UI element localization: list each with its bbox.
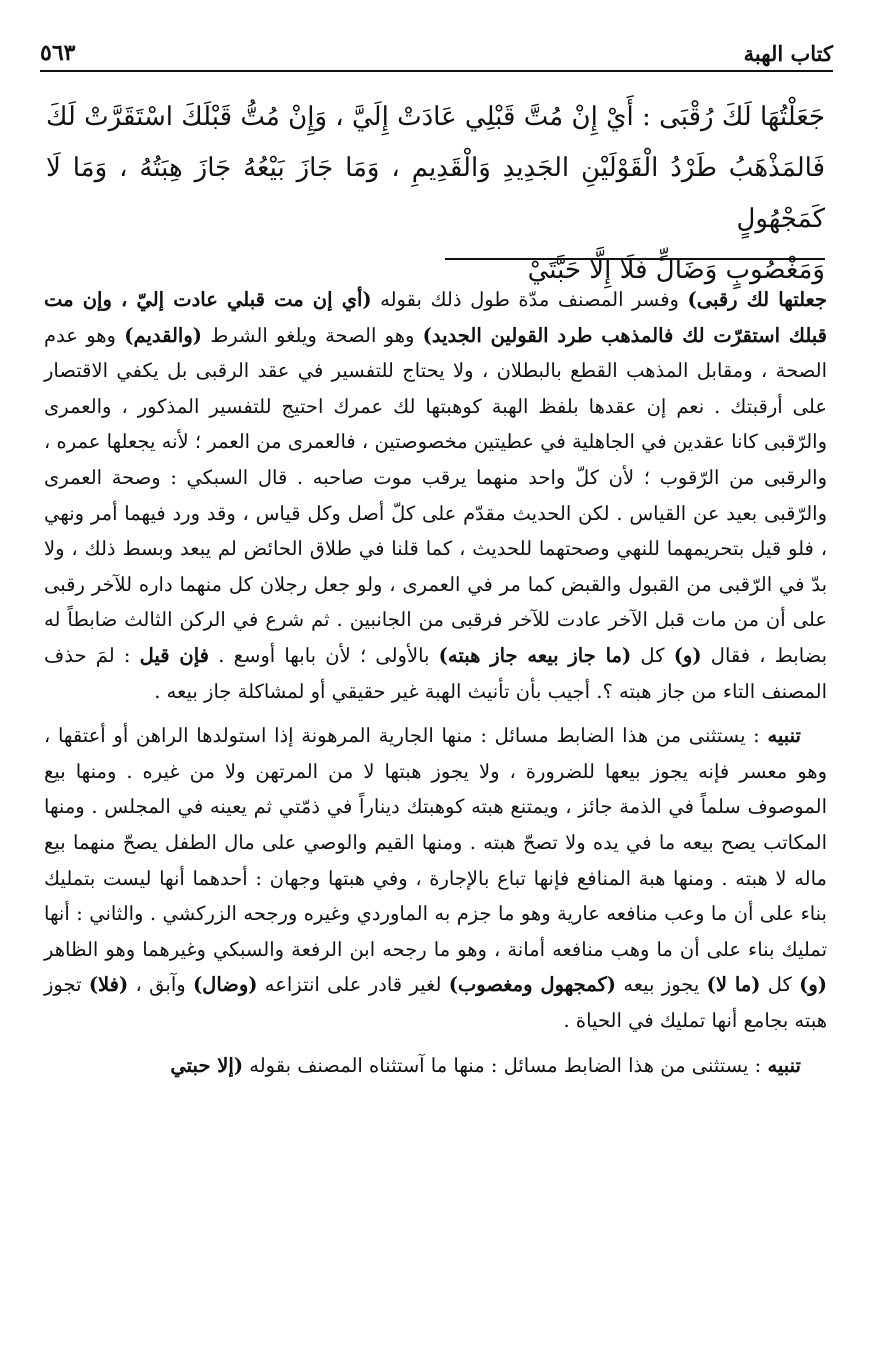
text-run: تجوز هبته بجامع أنها تمليك في الحياة . xyxy=(44,973,827,1032)
bold-run: (وضال) xyxy=(192,973,258,997)
text-run: كل xyxy=(760,973,800,997)
text-run: وفسر المصنف مدّة طول ذلك بقوله xyxy=(371,288,688,311)
bold-run: (ما لا) xyxy=(706,973,761,997)
bold-run: جعلتها لك رقبى) xyxy=(687,288,828,311)
text-run: : يستثنى من هذا الضابط مسائل : منها ما آستثناه المصنف بقوله xyxy=(243,1054,768,1078)
commentary-paragraph xyxy=(44,282,827,709)
separator-rule xyxy=(445,258,825,260)
text-run: وآبق ، xyxy=(128,973,193,997)
verse-text xyxy=(46,92,825,296)
commentary-text xyxy=(44,282,827,1084)
text-run: يجوز بيعه xyxy=(616,973,707,997)
verse-line: فَالمَذْهَبُ طَرْدُ الْقَوْلَيْنِ الجَدِيدِ وَالْقَدِيمِ ، وَمَا جَازَ بَيْعُهُ جَازَ هِبَتُهُ ، وَمَا لَا كَمَجْهُولٍ xyxy=(46,153,825,234)
text-run: : يستثنى من هذا الضابط مسائل : منها الجارية المرهونة إذا استولدها الراهن أو أعتقها ، وهو معسر فإنه يجوز بيعها للضرورة ، ولا يجوز هبتها لا من المرتهن ولا من غيره . ومنها بيع الموصوف سلماً في الذمة جائز ، ويمتنع هبته كوهبتك ديناراً في ذمّتي ثم يعينه في المجلس . ومنها المكاتب يصح بيعه ما في يده ولا تصحّ هبته . ومنها القيم والوصي على مال الطفل يصحّ منهما بيع ماله لا هبته . ومنها هبة المنافع فإنها تباع بالإجارة ، وفي هبتها وجهان : أحدهما أنها ليست بتمليك بناء على أن ما وعب منافعه عارية وهو ما جزم به الماوردي وغيره ورجحه الزركشي . والثاني : أنها تمليك بناء على أن ما وهب منافعه أمانة ، وهو ما رجحه ابن الرفعة والسبكي وغيرهما وهو الظاهر xyxy=(44,724,827,961)
page-number: ٥٦٣ xyxy=(40,40,76,66)
verse-line: وَمَغْصُوبٍ وَضَالٍّ فَلَا إِلَّا حَبَّتَيْ xyxy=(527,255,825,285)
bold-run: فإن قيل xyxy=(139,643,209,667)
commentary-paragraph xyxy=(44,1048,827,1084)
text-run: لغير قادر على انتزاعه xyxy=(257,973,449,997)
bold-run: (و) xyxy=(799,973,827,997)
page-header xyxy=(40,22,833,72)
text-run: بالأولى ؛ لأن بابها أوسع . xyxy=(208,643,439,667)
bold-run: (ما جاز بيعه جاز هبته) xyxy=(438,643,632,667)
bold-run: (والقديم) xyxy=(124,323,202,347)
text-run: كل xyxy=(631,643,674,667)
text-run: وهو الصحة ويلغو الشرط xyxy=(201,323,423,347)
bold-run: (إلا حبتي xyxy=(170,1054,244,1078)
text-run: : لمَ حذف المصنف التاء من جاز هبته ؟. أجيب بأن تأنيث الهبة غير حقيقي أو لمشاكلة جاز بيعه . xyxy=(44,643,827,703)
verse-line: جَعَلْتُهَا لَكَ رُقْبَى : أَيْ إِنْ مُتَّ قَبْلِي عَادَتْ إِلَيَّ ، وَإِنْ مُتُّ قَبْلَكَ اسْتَقَرَّتْ لَكَ xyxy=(46,102,825,132)
bold-run: (فلا) xyxy=(88,973,129,997)
bold-run: (كمجهول ومغصوب) xyxy=(448,973,617,997)
bold-run: (أي إن مت قبلي عادت إليّ ، وإن مت قبلك استقرّت لك فالمذهب طرد القولين الجديد) xyxy=(44,288,827,347)
text-run: وهو عدم الصحة ، ومقابل المذهب القطع بالبطلان ، ولا يحتاج للتفسير في عقد الرقبى بل يكفي الاقتصار على أرقبتك . نعم إن عقدها بلفظ الهبة كوهبتها لك عمرك احتيج للتفسير المذكور ، والعمرى والرّقبى كانا عقدين في الجاهلية في عطيتين مخصوصتين ، فالعمرى من العمر ؛ لأنه يجعلها عمره ، والرقبى من الرّقوب ؛ لأن كلّ واحد منهما يرقب موت صاحبه . قال السبكي : وصحة العمرى والرّقبى بعيد عن القياس . لكن الحديث مقدّم على كلّ أصل وكل قياس ، وقد ورد فيهما أمر ونهي ، فلو قيل بتحريمهما للنهي وصحتهما للحديث ، كما قلنا في طلاق الحائض لم يبعد وبسط ذلك ، ولا بدّ في الرّقبى من القبول والقبض كما مر في العمرى ، ولو جعل رجلان كل منهما داره للآخر رقبى على أن من مات قبل الآخر عادت للآخر فرقبى من الجانبين . ثم شرع في الركن الثالث ضابطاً له بضابط ، فقال xyxy=(44,323,827,667)
chapter-title: كتاب الهبة xyxy=(743,41,833,66)
bold-run: تنبيه xyxy=(767,724,801,748)
bold-run: (و) xyxy=(673,643,702,667)
bold-run: تنبيه xyxy=(767,1054,801,1078)
commentary-paragraph xyxy=(44,718,827,1038)
